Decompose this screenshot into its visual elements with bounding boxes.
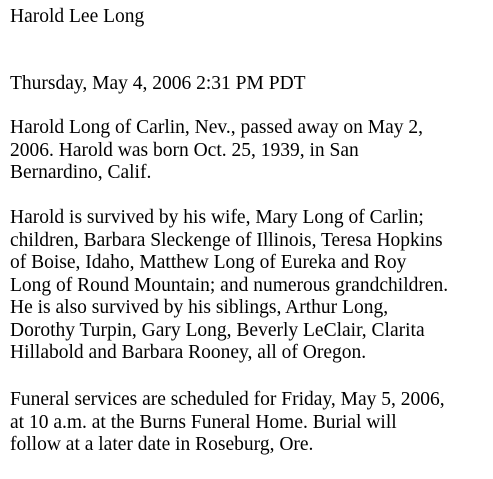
text-line: at 10 a.m. at the Burns Funeral Home. Burial will — [10, 411, 397, 433]
text-line: follow at a later date in Roseburg, Ore. — [10, 434, 314, 455]
text-line: Bernardino, Calif. — [10, 162, 152, 183]
text-line: children, Barbara Sleckenge of Illinois, Teresa Hopkins — [10, 229, 443, 251]
text-line: He is also survived by his siblings, Arthur Long, — [10, 297, 389, 318]
paragraph-death-notice — [10, 117, 488, 185]
paragraph-survivors — [10, 207, 488, 365]
text-line: Harold Long of Carlin, Nev., passed away on May 2, — [10, 117, 424, 138]
text-line: 2006. Harold was born Oct. 25, 1939, in San — [10, 139, 359, 161]
text-line: Hillabold and Barbara Rooney, all of Oregon. — [10, 342, 367, 363]
text-line: Funeral services are scheduled for Friday, May 5, 2006, — [10, 389, 445, 410]
publish-dateline: Thursday, May 4, 2006 2:31 PM PDT — [10, 73, 306, 94]
obituary-title: Harold Lee Long — [10, 6, 145, 27]
text-line: of Boise, Idaho, Matthew Long of Eureka and Roy — [10, 252, 407, 273]
paragraph-funeral-services — [10, 389, 488, 457]
text-line: Dorothy Turpin, Gary Long, Beverly LeClair, Clarita — [10, 319, 425, 341]
text-line: Long of Round Mountain; and numerous grandchildren. — [10, 274, 449, 296]
text-line: Harold is survived by his wife, Mary Long of Carlin; — [10, 207, 424, 228]
